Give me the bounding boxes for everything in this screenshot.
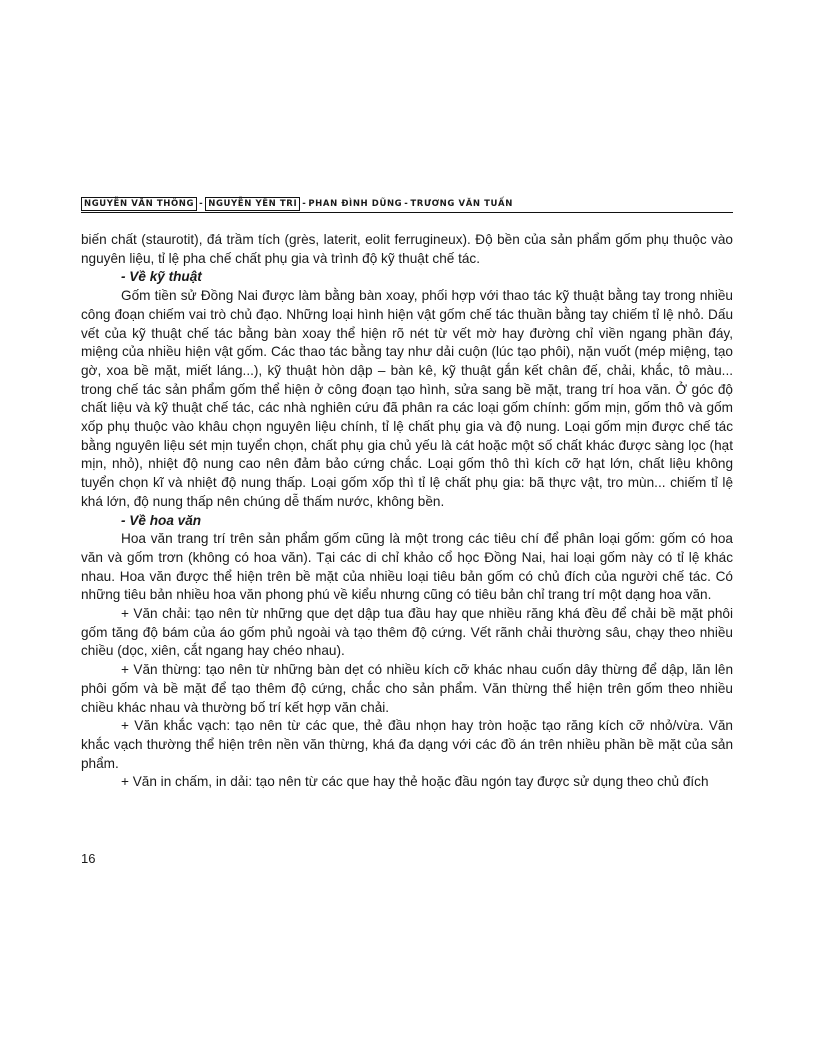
header-author-4: TRƯƠNG VĂN TUẤN	[410, 199, 513, 209]
header-separator-3: -	[404, 199, 409, 209]
subheading-decoration: - Về hoa văn	[121, 512, 202, 528]
header-rule	[81, 212, 733, 213]
paragraph-incised-pattern: + Văn khắc vạch: tạo nên từ các que, thẻ đầu nhọn hay tròn hoặc tạo răng kích cỡ nhỏ/vừa. Văn khắc vạch thường thể hiện trên nền văn thừng, khá đa dạng với các đồ án trên nhiều phần bề mặt của sản phẩm.	[81, 718, 733, 771]
paragraph-impressed-pattern: + Văn in chấm, in dải: tạo nên từ các que hay thẻ hoặc đầu ngón tay được sử dụng theo chủ đích	[121, 774, 709, 790]
paragraph-decoration: Hoa văn trang trí trên sản phẩm gốm cũng là một trong các tiêu chí để phân loại gốm: gốm có hoa văn và gốm trơn (không có hoa văn). Tại các di chỉ khảo cổ học Đồng Nai, hai loại gốm này có tỉ lệ khác nhau. Hoa văn được thể hiện trên bề mặt của nhiều loại tiêu bản gốm có chủ đích của người chế tác. Có những tiêu bản nhiều hoa văn phong phú về kiểu nhưng cũng có tiêu bản chỉ trang trí một dạng hoa văn.	[81, 531, 733, 603]
paragraph-combed-pattern: + Văn chải: tạo nên từ những que dẹt dập tua đầu hay que nhiều răng khá đều để chải bề mặt phôi gốm tăng độ bám của áo gốm phủ ngoài và tạo thêm độ cứng. Vết rãnh chải thường sâu, chạy theo nhiều chiều (dọc, xiên, cắt ngang hay chéo nhau).	[81, 606, 733, 659]
header-author-1: NGUYỄN VĂN THÔNG	[81, 197, 197, 211]
header-separator-1: -	[199, 199, 204, 209]
header-author-2: NGUYỄN YÊN TRI	[205, 197, 300, 211]
paragraph-cord-pattern: + Văn thừng: tạo nên từ những bàn dẹt có nhiều kích cỡ khác nhau cuốn dây thừng để dập, lăn lên phôi gốm và bề mặt để tạo thêm độ cứng, chắc cho sản phẩm. Văn thừng thể hiện trên gốm theo nhiều chiều khác nhau và thường bố trí kết hợp văn chải.	[81, 662, 733, 715]
running-header	[81, 196, 733, 212]
body-text	[81, 231, 733, 792]
subheading-technique: - Về kỹ thuật	[121, 269, 202, 285]
header-author-3: PHAN ĐÌNH DŨNG	[308, 199, 403, 209]
header-separator-2: -	[302, 199, 307, 209]
page-number: 16	[81, 851, 96, 866]
paragraph-continuation: biến chất (staurotit), đá trầm tích (grès, laterit, eolit ferrugineux). Độ bền của sản phẩm gốm phụ thuộc vào nguyên liệu, tỉ lệ pha chế chất phụ gia và trình độ kỹ thuật chế tác.	[81, 232, 733, 266]
paragraph-technique: Gốm tiền sử Đồng Nai được làm bằng bàn xoay, phối hợp với thao tác kỹ thuật bằng tay trong nhiều công đoạn chiếm vai trò chủ đạo. Những loại hình hiện vật gốm chế tác thuần bằng tay chiếm tỉ lệ nhỏ. Dấu vết của kỹ thuật chế tác bằng bàn xoay thể hiện rõ nét từ vết mờ hay đường chỉ viền ngang phần đáy, miệng của nhiều hiện vật gốm. Các thao tác bằng tay như dải cuộn (lúc tạo phôi), nặn vuốt (mép miệng, tạo gờ, xoa bề mặt, miết láng...), kỹ thuật hòn dập – bàn kê, kỹ thuật gắn kết chân đế, chải, khắc, tô màu... trong chế tác sản phẩm gốm thể hiện ở công đoạn tạo hình, sửa sang bề mặt, trang trí hoa văn. Ở góc độ chất liệu và kỹ thuật chế tác, các nhà nghiên cứu đã phân ra các loại gốm chính: gốm mịn, gốm thô và gốm xốp phụ thuộc vào khâu chọn nguyên liệu chính, tỉ lệ chất phụ gia và độ nung. Loại gốm mịn được chế tác bằng nguyên liệu sét mịn tuyển chọn, chất phụ gia chủ yếu là cát hoặc một số chất khác được sàng lọc (hạt mịn, nhỏ), nhiệt độ nung cao nên đảm bảo cứng chắc. Loại gốm thô thì kích cỡ hạt lớn, chất liệu không tuyển chọn kĩ và nhiệt độ nung thấp. Loại gốm xốp thì tỉ lệ chất phụ gia: bã thực vật, tro mùn... chiếm tỉ lệ khá lớn, độ nung thấp nên chúng dễ thấm nước, không bền.	[81, 288, 733, 509]
